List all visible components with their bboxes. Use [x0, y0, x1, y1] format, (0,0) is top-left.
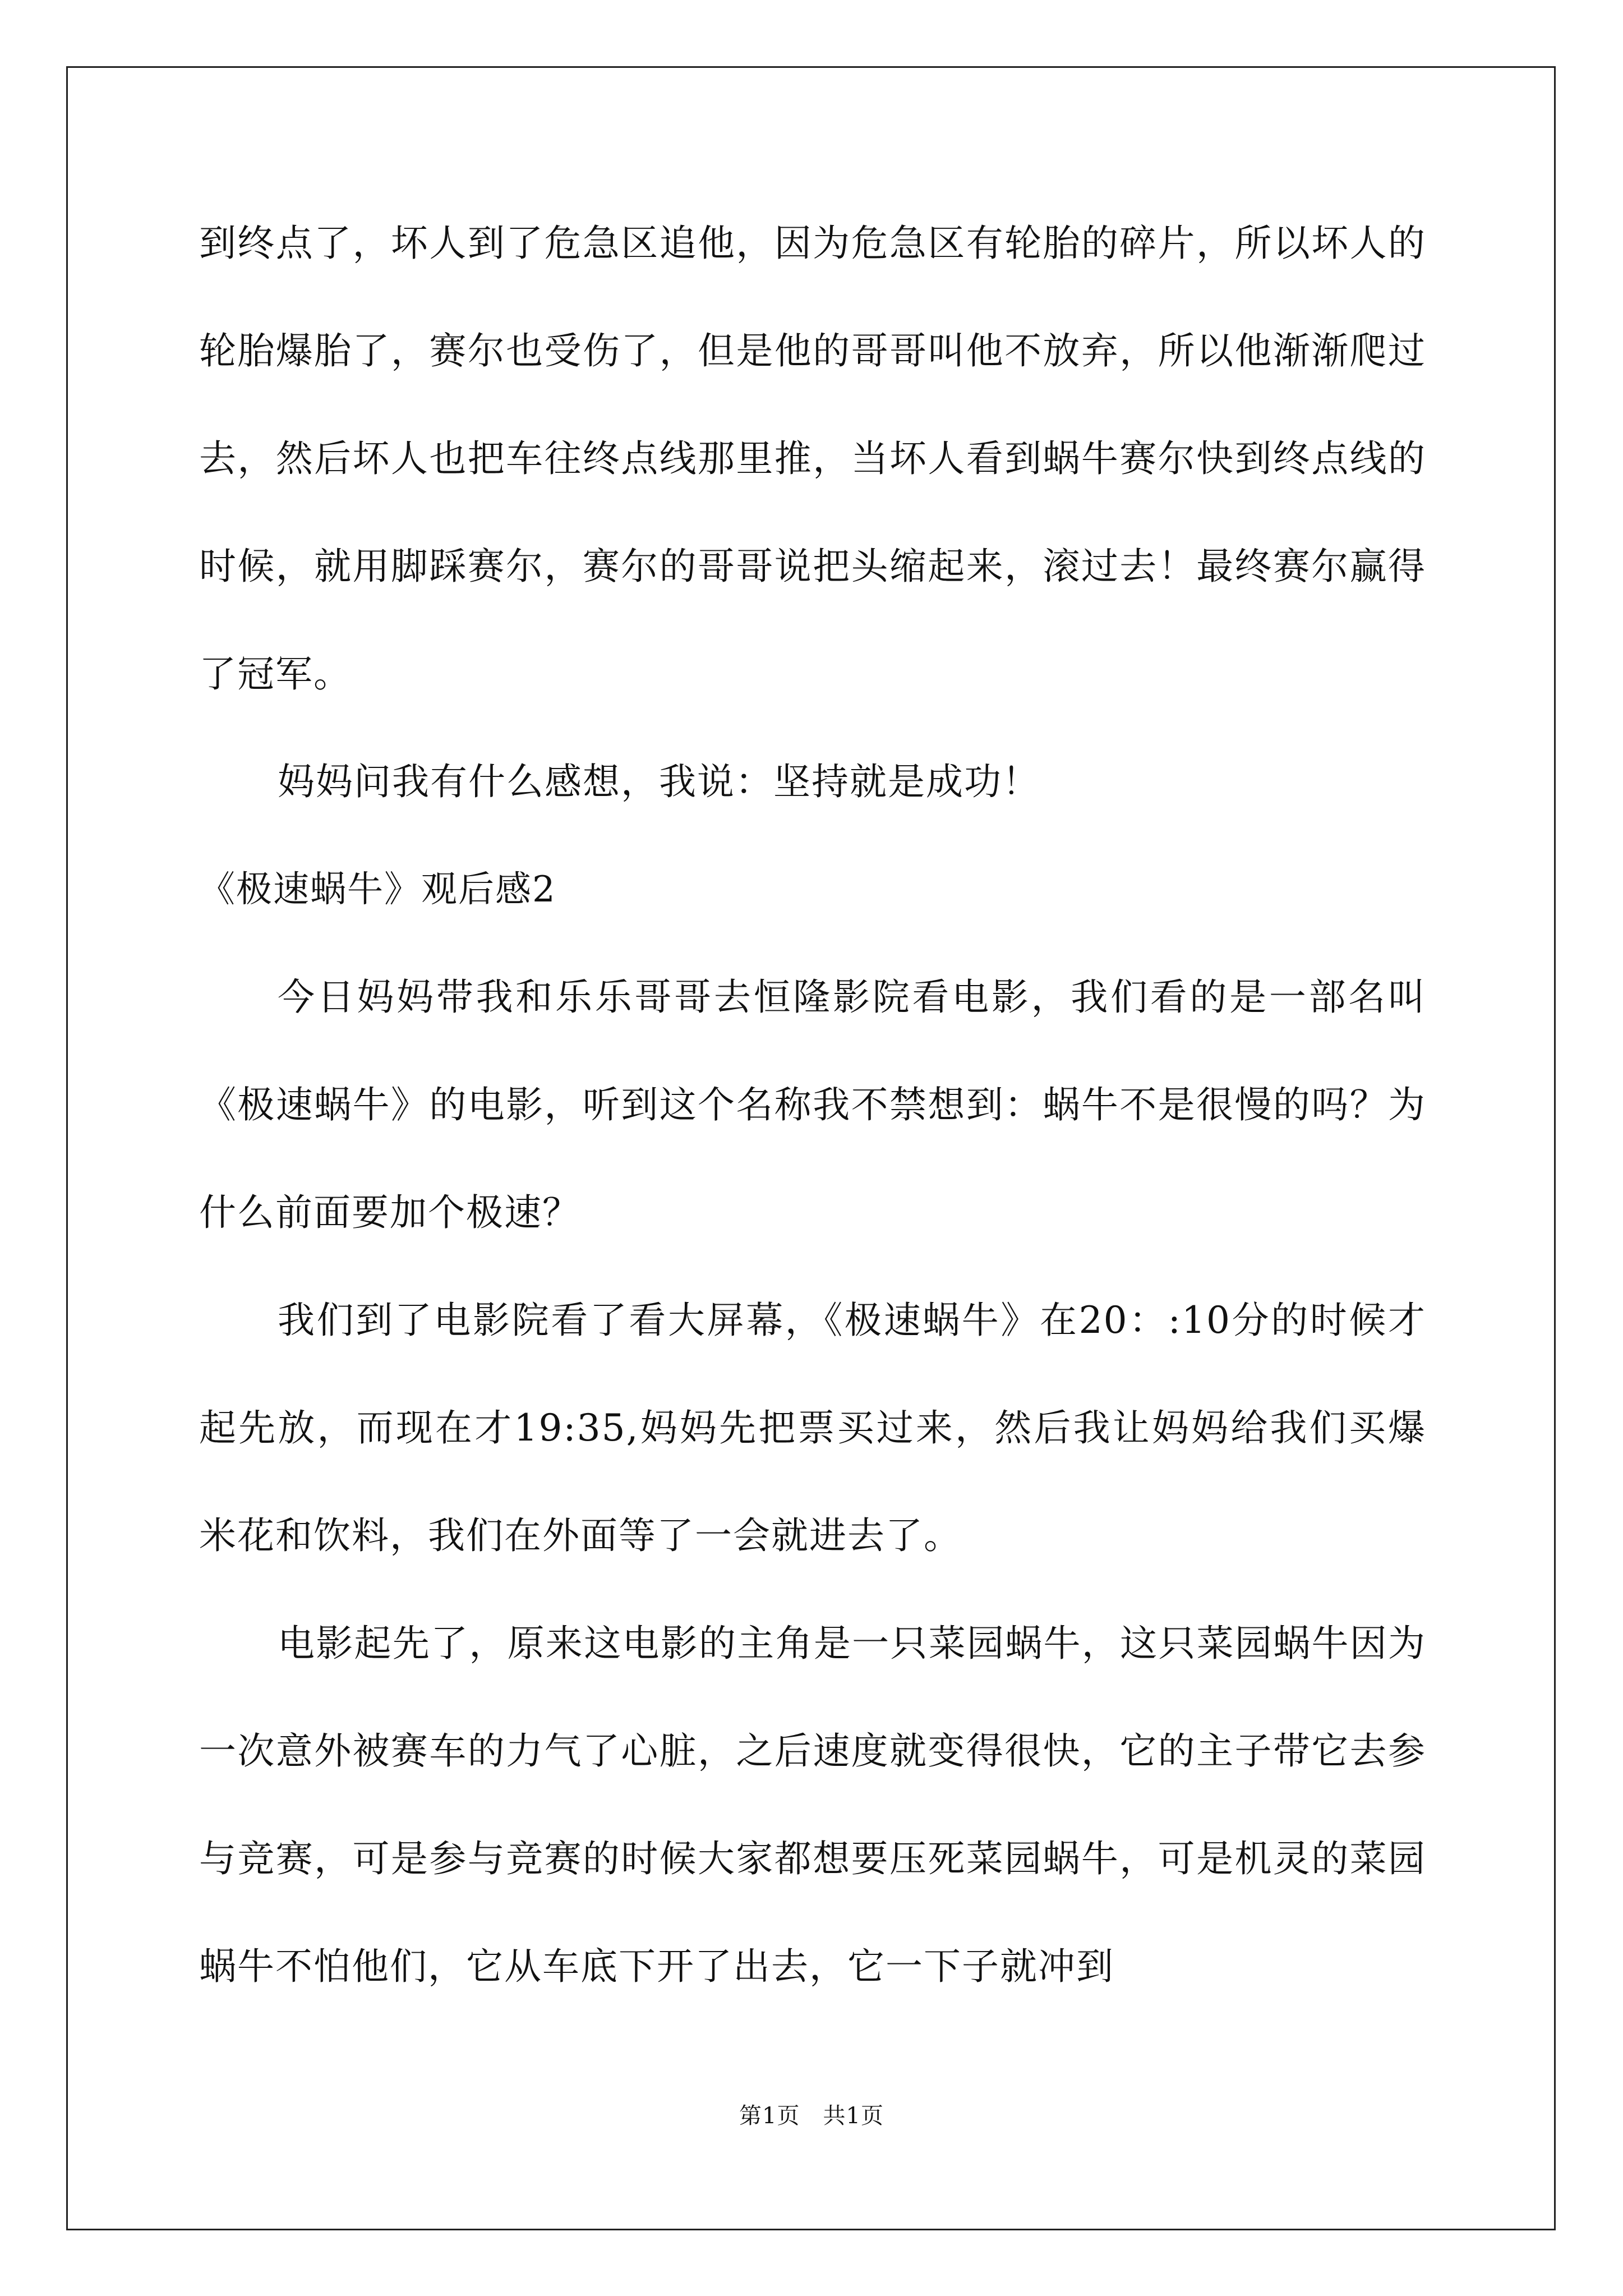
- paragraph-story: 电影起先了，原来这电影的主角是一只菜园蜗牛，这只菜园蜗牛因为一次意外被赛车的力气了心脏，之后速度就变得很快，它的主子带它去参与竞赛，可是参与竞赛的时候大家都想要压死菜园蜗牛，可是机灵的菜园蜗牛不怕他们，它从车底下开了出去，它一下子就冲到: [199, 1622, 1426, 1988]
- section-title: 《极速蜗牛》观后感2: [199, 869, 556, 910]
- paragraph-intro: 今日妈妈带我和乐乐哥哥去恒隆影院看电影，我们看的是一部名叫《极速蜗牛》的电影，听到这个名称我不禁想到：蜗牛不是很慢的吗？为什么前面要加个极速？: [199, 976, 1426, 1234]
- paragraph-cinema: 我们到了电影院看了看大屏幕，《极速蜗牛》在20：:10分的时候才起先放，而现在才19:35,妈妈先把票买过来，然后我让妈妈给我们买爆米花和饮料，我们在外面等了一会就进去了。: [199, 1299, 1426, 1557]
- paragraph-reflection: 妈妈问我有什么感想，我说：坚持就是成功！: [278, 760, 1040, 803]
- document-body: [199, 190, 1426, 2021]
- page-footer: 第1页 共1页: [739, 2103, 884, 2129]
- paragraph-continuation: 到终点了，坏人到了危急区追他，因为危急区有轮胎的碎片，所以坏人的轮胎爆胎了，赛尔也受伤了，但是他的哥哥叫他不放弃，所以他渐渐爬过去，然后坏人也把车往终点线那里推，当坏人看到蜗牛赛尔快到终点线的时候，就用脚踩赛尔，赛尔的哥哥说把头缩起来，滚过去！最终赛尔赢得了冠军。: [199, 222, 1426, 696]
